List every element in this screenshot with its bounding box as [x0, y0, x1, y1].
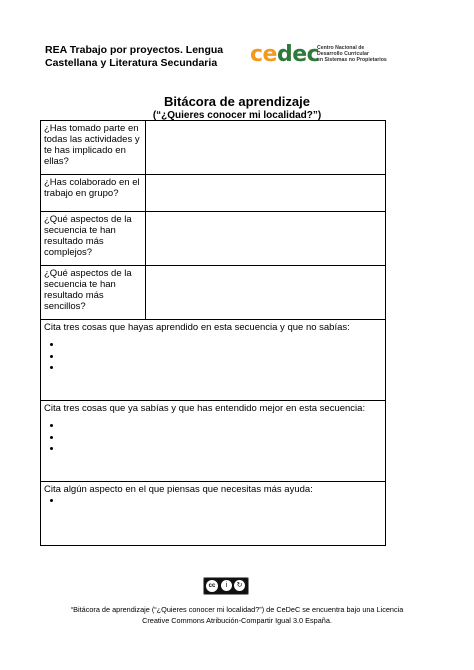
- table-row: [41, 212, 386, 266]
- question-cell: ¿Qué aspectos de la secuencia te han resultado más sencillos?: [41, 266, 146, 320]
- license-footer: [40, 604, 434, 626]
- bullet-item: [62, 351, 382, 363]
- page-subtitle: (“¿Quieres conocer mi localidad?”): [152, 110, 322, 121]
- table-row: [41, 401, 386, 482]
- answer-cell[interactable]: [146, 121, 386, 175]
- logo-wordmark: [250, 42, 319, 68]
- cedec-logo: [250, 42, 400, 70]
- footer-line-1: “Bitácora de aprendizaje (“¿Quieres conocer mi localidad?”) de CeDeC se encuentra bajo una Licencia: [70, 605, 404, 614]
- reflection-table: [40, 120, 386, 546]
- logo-caption-line-3: en Sistemas no Propietarios: [317, 57, 387, 63]
- table-row: [41, 482, 386, 546]
- bullet-item: [62, 495, 382, 507]
- logo-caption-line-1: Centro Nacional de: [317, 45, 365, 51]
- share-alike-icon: ↻: [234, 580, 245, 591]
- logo-caption-line-2: Desarrollo Curricular: [317, 51, 369, 57]
- bullet-list: [44, 420, 382, 455]
- bullet-item: [62, 339, 382, 351]
- bullet-item: [62, 432, 382, 444]
- footer-line-2: Creative Commons Atribución-Compartir Igual 3.0 España.: [142, 616, 332, 625]
- logo-caption: [317, 45, 387, 63]
- question-cell: ¿Has tomado parte en todas las actividades y te has implicado en ellas?: [41, 121, 146, 175]
- answer-cell[interactable]: [146, 175, 386, 212]
- prompt-cell-help[interactable]: [41, 482, 386, 546]
- prompt-text: Cita algún aspecto en el que piensas que necesitas más ayuda:: [44, 484, 313, 495]
- prompt-text: Cita tres cosas que ya sabías y que has entendido mejor en esta secuencia:: [44, 403, 366, 414]
- answer-cell[interactable]: [146, 212, 386, 266]
- table-row: [41, 320, 386, 401]
- question-cell: ¿Has colaborado en el trabajo en grupo?: [41, 175, 146, 212]
- bullet-list: [44, 339, 382, 374]
- header-line-1: REA Trabajo por proyectos. Lengua: [45, 44, 224, 56]
- question-cell: ¿Qué aspectos de la secuencia te han resultado más complejos?: [41, 212, 146, 266]
- answer-cell[interactable]: [146, 266, 386, 320]
- prompt-text: Cita tres cosas que hayas aprendido en esta secuencia y que no sabías:: [44, 322, 350, 333]
- prompt-cell-understood[interactable]: [41, 401, 386, 482]
- header-title: [45, 44, 223, 70]
- logo-word-ce: ce: [250, 42, 277, 67]
- page-title: Bitácora de aprendizaje: [164, 94, 310, 109]
- cc-icon: cc: [206, 580, 218, 592]
- prompt-cell-learned[interactable]: [41, 320, 386, 401]
- header-line-2: Castellana y Literatura Secundaria: [45, 57, 218, 69]
- table-row: [41, 121, 386, 175]
- attribution-icon: i: [221, 580, 232, 591]
- logo-word-dec: dec: [276, 42, 320, 67]
- table-row: [41, 175, 386, 212]
- bullet-item: [62, 362, 382, 374]
- cc-license-badge: [203, 577, 249, 595]
- bullet-list: [44, 495, 382, 507]
- bullet-item: [62, 443, 382, 455]
- table-row: [41, 266, 386, 320]
- bullet-item: [62, 420, 382, 432]
